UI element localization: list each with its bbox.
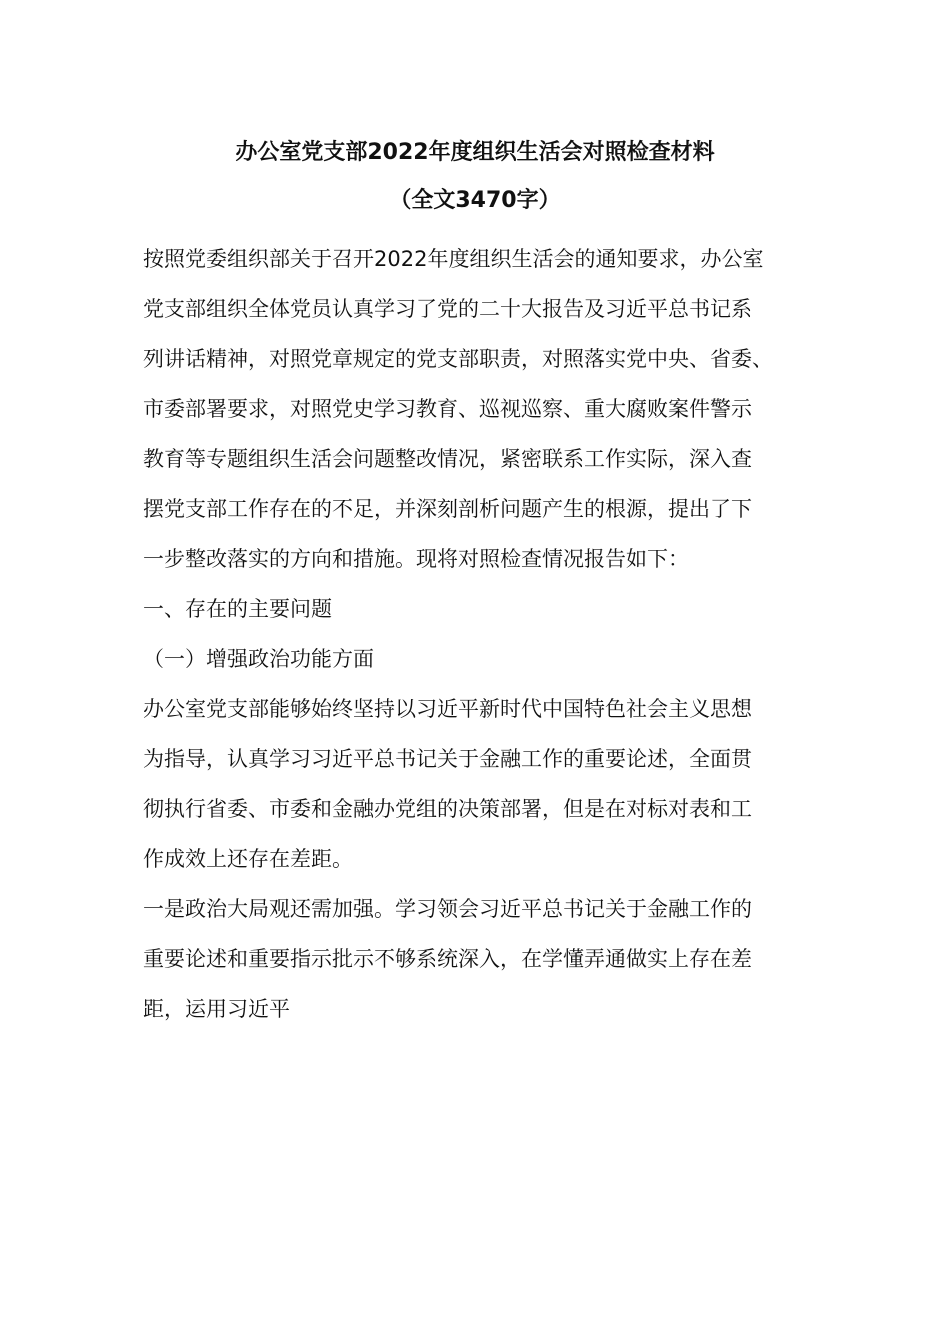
body-line: 摆党支部工作存在的不足，并深刻剖析问题产生的根源，提出了下	[143, 497, 752, 521]
body-line: 教育等专题组织生活会问题整改情况，紧密联系工作实际，深入查	[143, 447, 752, 471]
body-line: 彻执行省委、市委和金融办党组的决策部署，但是在对标对表和工	[143, 797, 752, 821]
document-body	[143, 234, 823, 1034]
body-line: 距，运用习近平	[143, 997, 290, 1021]
subsection-heading: （一）增强政治功能方面	[143, 647, 374, 671]
document-subtitle: （全文3470字）	[389, 188, 561, 213]
section-heading: 一、存在的主要问题	[143, 597, 332, 621]
body-line: 作成效上还存在差距。	[143, 847, 353, 871]
body-line: 党支部组织全体党员认真学习了党的二十大报告及习近平总书记系	[143, 297, 752, 321]
body-line: 为指导，认真学习习近平总书记关于金融工作的重要论述，全面贯	[143, 747, 752, 771]
document-title: 办公室党支部2022年度组织生活会对照检查材料	[235, 140, 715, 165]
body-line: 一是政治大局观还需加强。学习领会习近平总书记关于金融工作的	[143, 897, 752, 921]
body-line: 按照党委组织部关于召开2022年度组织生活会的通知要求，办公室	[143, 247, 764, 271]
body-line: 一步整改落实的方向和措施。现将对照检查情况报告如下：	[143, 547, 689, 571]
body-line: 列讲话精神，对照党章规定的党支部职责，对照落实党中央、省委、	[143, 347, 773, 371]
body-line: 重要论述和重要指示批示不够系统深入，在学懂弄通做实上存在差	[143, 947, 752, 971]
body-line: 市委部署要求，对照党史学习教育、巡视巡察、重大腐败案件警示	[143, 397, 752, 421]
body-line: 办公室党支部能够始终坚持以习近平新时代中国特色社会主义思想	[143, 697, 752, 721]
